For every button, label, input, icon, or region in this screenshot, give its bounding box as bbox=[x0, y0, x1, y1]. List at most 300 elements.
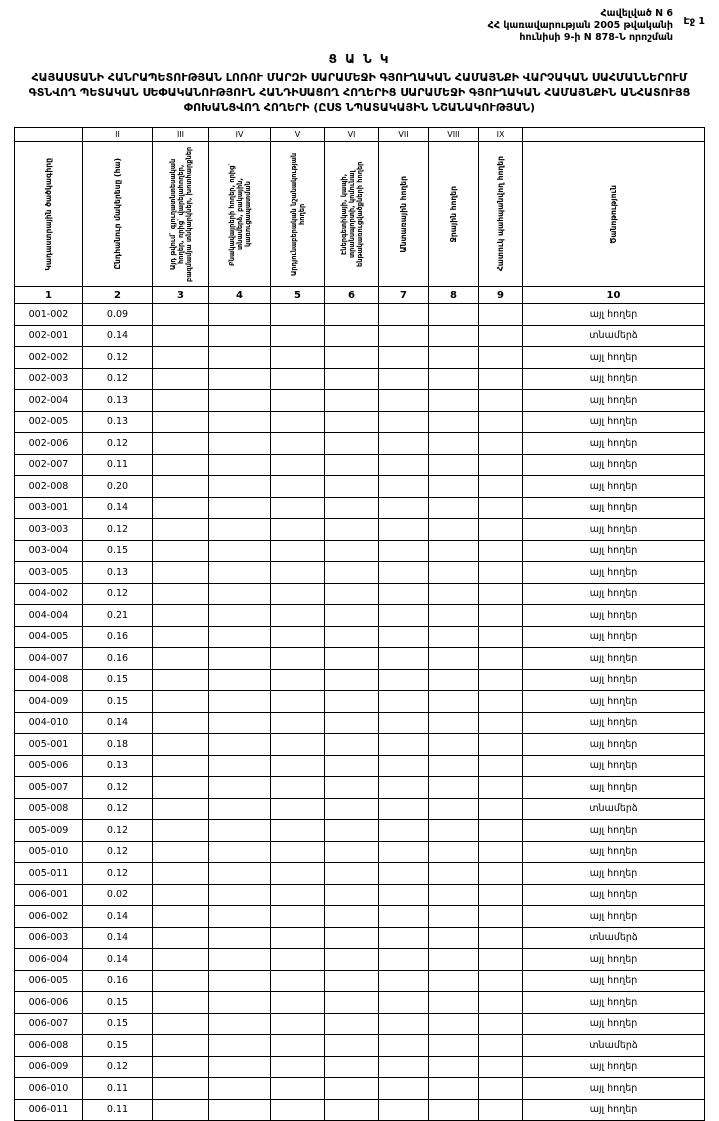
cell-industrial bbox=[271, 519, 325, 541]
cell-forest bbox=[379, 562, 429, 584]
cell-cadastral-code: 003-001 bbox=[15, 497, 83, 519]
cell-agricultural bbox=[153, 841, 209, 863]
cell-protected bbox=[479, 1099, 523, 1121]
cell-total-area: 0.12 bbox=[83, 519, 153, 541]
cell-protected bbox=[479, 712, 523, 734]
header-label-agricultural: Այդ թվում` գյուղատնտեսական հողեր, որից` վարելահողեր, բազմամյա տնկարկներ, խոտհարքներ bbox=[168, 146, 193, 282]
cell-cadastral-code: 002-008 bbox=[15, 476, 83, 498]
cell-energy-transport bbox=[325, 1099, 379, 1121]
cell-protected bbox=[479, 1035, 523, 1057]
cell-protected bbox=[479, 519, 523, 541]
cell-protected bbox=[479, 325, 523, 347]
table-row bbox=[15, 927, 705, 949]
cell-protected bbox=[479, 304, 523, 326]
roman-7: VII bbox=[379, 128, 429, 142]
cell-forest bbox=[379, 347, 429, 369]
cell-total-area: 0.14 bbox=[83, 949, 153, 971]
cell-note: այլ հողեր bbox=[523, 519, 705, 541]
cell-industrial bbox=[271, 411, 325, 433]
cell-protected bbox=[479, 949, 523, 971]
cell-note: այլ հողեր bbox=[523, 626, 705, 648]
cell-settlement bbox=[209, 433, 271, 455]
cell-agricultural bbox=[153, 390, 209, 412]
cell-industrial bbox=[271, 755, 325, 777]
table-row bbox=[15, 1035, 705, 1057]
cell-note: տնամերձ bbox=[523, 325, 705, 347]
cell-cadastral-code: 006-009 bbox=[15, 1056, 83, 1078]
cell-cadastral-code: 006-004 bbox=[15, 949, 83, 971]
cell-water bbox=[429, 411, 479, 433]
cell-note: այլ հողեր bbox=[523, 497, 705, 519]
cell-agricultural bbox=[153, 1013, 209, 1035]
table-row bbox=[15, 347, 705, 369]
cell-agricultural bbox=[153, 583, 209, 605]
cell-total-area: 0.14 bbox=[83, 906, 153, 928]
header-line-3: հունիսի 9-ի N 878-Ն որոշման bbox=[519, 32, 673, 43]
cell-note: այլ հողեր bbox=[523, 691, 705, 713]
header-label-note: Ծանոթություն bbox=[609, 184, 618, 244]
cell-industrial bbox=[271, 540, 325, 562]
header-label-protected: Հատուկ պահպանվող հողեր bbox=[496, 156, 505, 272]
cell-note: տնամերձ bbox=[523, 798, 705, 820]
header-label-industrial: Արդյունաբերական նշանակության հողեր bbox=[289, 152, 306, 276]
header-line-2: ՀՀ կառավարության 2005 թվականի bbox=[487, 20, 673, 31]
cell-cadastral-code: 003-004 bbox=[15, 540, 83, 562]
cell-energy-transport bbox=[325, 755, 379, 777]
cell-water bbox=[429, 992, 479, 1014]
cell-cadastral-code: 002-005 bbox=[15, 411, 83, 433]
header-cell-cadastral-code bbox=[15, 142, 83, 287]
cell-total-area: 0.14 bbox=[83, 927, 153, 949]
cell-agricultural bbox=[153, 626, 209, 648]
page-title: ՀԱՅԱՍՏԱՆԻ ՀԱՆՐԱՊԵՏՈՒԹՅԱՆ ԼՈՌՈՒ ՄԱՐԶԻ ՍԱՐԱՄԵՋԻ ԳՅՈՒՂԱԿԱՆ ՀԱՄԱՅՆՔԻ ՎԱՐՉԱԿԱՆ ՍԱՀՄԱՆՆԵՐՈՒՄ ԳՏՆՎՈՂ ՊԵՏԱԿԱՆ ՍԵՓԱԿԱՆՈՒԹՅՈՒՆ ՀԱՆԴԻՍԱՑՈՂ ՀՈՂԵՐԻՑ ՍԱՐԱՄԵՋԻ ԳՅՈՒՂԱԿԱՆ ՀԱՄԱՅՆՔԻՆ ԱՆՀԱՏՈՒՅՑ ՓՈԽԱՆՑՎՈՂ ՀՈՂԵՐԻ (ԸՍՏ ՆՊԱՏԱԿԱՅԻՆ ՆՇԱՆԱԿՈՒԹՅԱՆ) bbox=[28, 71, 691, 114]
table-row bbox=[15, 755, 705, 777]
cell-settlement bbox=[209, 820, 271, 842]
colnum-2: 2 bbox=[83, 287, 153, 304]
cell-forest bbox=[379, 798, 429, 820]
cell-total-area: 0.16 bbox=[83, 648, 153, 670]
cell-total-area: 0.14 bbox=[83, 497, 153, 519]
cell-total-area: 0.13 bbox=[83, 390, 153, 412]
cell-total-area: 0.15 bbox=[83, 669, 153, 691]
cell-note: այլ հողեր bbox=[523, 970, 705, 992]
cell-forest bbox=[379, 1099, 429, 1121]
colnum-5: 5 bbox=[271, 287, 325, 304]
roman-6: VI bbox=[325, 128, 379, 142]
cell-industrial bbox=[271, 906, 325, 928]
cell-total-area: 0.15 bbox=[83, 992, 153, 1014]
header-cell-industrial bbox=[271, 142, 325, 287]
table-row bbox=[15, 626, 705, 648]
cell-forest bbox=[379, 390, 429, 412]
cell-industrial bbox=[271, 368, 325, 390]
cell-energy-transport bbox=[325, 884, 379, 906]
cell-settlement bbox=[209, 841, 271, 863]
cell-energy-transport bbox=[325, 712, 379, 734]
cell-agricultural bbox=[153, 712, 209, 734]
table-row bbox=[15, 841, 705, 863]
cell-settlement bbox=[209, 519, 271, 541]
cell-cadastral-code: 004-009 bbox=[15, 691, 83, 713]
cell-note: այլ հողեր bbox=[523, 734, 705, 756]
cell-total-area: 0.12 bbox=[83, 368, 153, 390]
cell-protected bbox=[479, 777, 523, 799]
cell-forest bbox=[379, 454, 429, 476]
cell-energy-transport bbox=[325, 519, 379, 541]
cell-cadastral-code: 005-006 bbox=[15, 755, 83, 777]
cell-agricultural bbox=[153, 863, 209, 885]
cell-settlement bbox=[209, 691, 271, 713]
cell-energy-transport bbox=[325, 777, 379, 799]
cell-forest bbox=[379, 476, 429, 498]
cell-energy-transport bbox=[325, 734, 379, 756]
cell-energy-transport bbox=[325, 927, 379, 949]
table-row bbox=[15, 992, 705, 1014]
cell-total-area: 0.12 bbox=[83, 347, 153, 369]
cell-protected bbox=[479, 755, 523, 777]
table-row bbox=[15, 949, 705, 971]
cell-forest bbox=[379, 411, 429, 433]
cell-settlement bbox=[209, 411, 271, 433]
cell-water bbox=[429, 390, 479, 412]
table-row bbox=[15, 583, 705, 605]
cell-forest bbox=[379, 906, 429, 928]
cell-agricultural bbox=[153, 497, 209, 519]
header-cell-protected bbox=[479, 142, 523, 287]
cell-water bbox=[429, 347, 479, 369]
cell-water bbox=[429, 540, 479, 562]
cell-note: այլ հողեր bbox=[523, 433, 705, 455]
cell-water bbox=[429, 863, 479, 885]
cell-energy-transport bbox=[325, 970, 379, 992]
cell-agricultural bbox=[153, 820, 209, 842]
cell-agricultural bbox=[153, 927, 209, 949]
cell-total-area: 0.21 bbox=[83, 605, 153, 627]
cell-energy-transport bbox=[325, 1013, 379, 1035]
cell-industrial bbox=[271, 454, 325, 476]
cell-forest bbox=[379, 755, 429, 777]
roman-10 bbox=[523, 128, 705, 142]
cell-energy-transport bbox=[325, 669, 379, 691]
cell-water bbox=[429, 304, 479, 326]
cell-water bbox=[429, 648, 479, 670]
cell-industrial bbox=[271, 1035, 325, 1057]
cell-note: այլ հողեր bbox=[523, 648, 705, 670]
cell-industrial bbox=[271, 476, 325, 498]
cell-agricultural bbox=[153, 476, 209, 498]
cell-water bbox=[429, 820, 479, 842]
cell-water bbox=[429, 1035, 479, 1057]
cell-energy-transport bbox=[325, 841, 379, 863]
header-cell-forest bbox=[379, 142, 429, 287]
cell-forest bbox=[379, 540, 429, 562]
cell-water bbox=[429, 476, 479, 498]
cell-total-area: 0.14 bbox=[83, 712, 153, 734]
cell-water bbox=[429, 841, 479, 863]
cell-forest bbox=[379, 691, 429, 713]
cell-cadastral-code: 004-010 bbox=[15, 712, 83, 734]
cell-total-area: 0.15 bbox=[83, 540, 153, 562]
cell-energy-transport bbox=[325, 648, 379, 670]
cell-settlement bbox=[209, 497, 271, 519]
roman-4: IV bbox=[209, 128, 271, 142]
cell-forest bbox=[379, 970, 429, 992]
cell-water bbox=[429, 433, 479, 455]
cell-total-area: 0.15 bbox=[83, 1035, 153, 1057]
cell-note: այլ հողեր bbox=[523, 1013, 705, 1035]
cell-cadastral-code: 005-010 bbox=[15, 841, 83, 863]
cell-note: այլ հողեր bbox=[523, 820, 705, 842]
cell-industrial bbox=[271, 970, 325, 992]
cell-cadastral-code: 002-006 bbox=[15, 433, 83, 455]
cell-industrial bbox=[271, 433, 325, 455]
cell-forest bbox=[379, 927, 429, 949]
cell-industrial bbox=[271, 1013, 325, 1035]
cell-forest bbox=[379, 605, 429, 627]
header-line-1: Հավելված N 6 bbox=[600, 8, 673, 19]
roman-1 bbox=[15, 128, 83, 142]
cell-industrial bbox=[271, 884, 325, 906]
cell-forest bbox=[379, 497, 429, 519]
table-row bbox=[15, 1013, 705, 1035]
cell-total-area: 0.11 bbox=[83, 454, 153, 476]
cell-industrial bbox=[271, 605, 325, 627]
cell-water bbox=[429, 798, 479, 820]
cell-energy-transport bbox=[325, 476, 379, 498]
table-row bbox=[15, 1099, 705, 1121]
cell-industrial bbox=[271, 648, 325, 670]
cell-energy-transport bbox=[325, 325, 379, 347]
cell-agricultural bbox=[153, 669, 209, 691]
cell-industrial bbox=[271, 1099, 325, 1121]
header-cell-total-area bbox=[83, 142, 153, 287]
table-row bbox=[15, 325, 705, 347]
table-row bbox=[15, 454, 705, 476]
table-row bbox=[15, 433, 705, 455]
cell-settlement bbox=[209, 1099, 271, 1121]
cell-agricultural bbox=[153, 884, 209, 906]
header-cell-agricultural bbox=[153, 142, 209, 287]
cell-water bbox=[429, 970, 479, 992]
cell-cadastral-code: 006-007 bbox=[15, 1013, 83, 1035]
annex-word: Ց Ա Ն Կ bbox=[328, 52, 391, 66]
cell-protected bbox=[479, 906, 523, 928]
cell-note: այլ հողեր bbox=[523, 347, 705, 369]
cell-note: այլ հողեր bbox=[523, 777, 705, 799]
cell-agricultural bbox=[153, 648, 209, 670]
cell-energy-transport bbox=[325, 390, 379, 412]
cell-cadastral-code: 002-003 bbox=[15, 368, 83, 390]
cell-protected bbox=[479, 390, 523, 412]
cell-forest bbox=[379, 1013, 429, 1035]
cell-industrial bbox=[271, 927, 325, 949]
header-label-energy-transport: Էներգետիկայի, կապի, տրանսպորտի, կոմունալ ենթակառուցվածքների հողեր bbox=[339, 161, 364, 267]
cell-cadastral-code: 005-009 bbox=[15, 820, 83, 842]
colnum-3: 3 bbox=[153, 287, 209, 304]
table-row bbox=[15, 411, 705, 433]
cell-water bbox=[429, 777, 479, 799]
table-row bbox=[15, 884, 705, 906]
cell-protected bbox=[479, 841, 523, 863]
cell-industrial bbox=[271, 949, 325, 971]
colnum-6: 6 bbox=[325, 287, 379, 304]
cell-cadastral-code: 004-002 bbox=[15, 583, 83, 605]
cell-settlement bbox=[209, 884, 271, 906]
cell-industrial bbox=[271, 497, 325, 519]
cell-energy-transport bbox=[325, 992, 379, 1014]
table-row bbox=[15, 863, 705, 885]
cell-note: այլ հողեր bbox=[523, 906, 705, 928]
table-row bbox=[15, 712, 705, 734]
cell-total-area: 0.11 bbox=[83, 1099, 153, 1121]
colnum-8: 8 bbox=[429, 287, 479, 304]
cell-energy-transport bbox=[325, 906, 379, 928]
cell-water bbox=[429, 519, 479, 541]
cell-water bbox=[429, 583, 479, 605]
cell-water bbox=[429, 1056, 479, 1078]
cell-cadastral-code: 002-007 bbox=[15, 454, 83, 476]
cell-settlement bbox=[209, 970, 271, 992]
cell-settlement bbox=[209, 1078, 271, 1100]
cell-total-area: 0.13 bbox=[83, 562, 153, 584]
cell-agricultural bbox=[153, 605, 209, 627]
cell-forest bbox=[379, 820, 429, 842]
header-cell-note bbox=[523, 142, 705, 287]
cell-settlement bbox=[209, 712, 271, 734]
cell-cadastral-code: 002-001 bbox=[15, 325, 83, 347]
cell-forest bbox=[379, 648, 429, 670]
cell-cadastral-code: 003-005 bbox=[15, 562, 83, 584]
cell-industrial bbox=[271, 863, 325, 885]
cell-energy-transport bbox=[325, 368, 379, 390]
document-page bbox=[0, 8, 719, 1116]
cell-protected bbox=[479, 691, 523, 713]
cell-forest bbox=[379, 669, 429, 691]
table-row bbox=[15, 669, 705, 691]
roman-8: VIII bbox=[429, 128, 479, 142]
cell-agricultural bbox=[153, 970, 209, 992]
cell-agricultural bbox=[153, 755, 209, 777]
cell-protected bbox=[479, 1078, 523, 1100]
cell-industrial bbox=[271, 304, 325, 326]
cell-total-area: 0.09 bbox=[83, 304, 153, 326]
cell-agricultural bbox=[153, 1056, 209, 1078]
cell-note: այլ հողեր bbox=[523, 712, 705, 734]
cell-agricultural bbox=[153, 540, 209, 562]
cell-cadastral-code: 006-008 bbox=[15, 1035, 83, 1057]
table-row bbox=[15, 798, 705, 820]
cell-cadastral-code: 006-005 bbox=[15, 970, 83, 992]
cell-total-area: 0.02 bbox=[83, 884, 153, 906]
cell-water bbox=[429, 368, 479, 390]
cell-industrial bbox=[271, 992, 325, 1014]
cell-water bbox=[429, 1078, 479, 1100]
header-label-forest: Անտառային հողեր bbox=[399, 175, 408, 253]
cell-total-area: 0.15 bbox=[83, 691, 153, 713]
cell-water bbox=[429, 949, 479, 971]
cell-agricultural bbox=[153, 691, 209, 713]
cell-total-area: 0.16 bbox=[83, 970, 153, 992]
cell-water bbox=[429, 605, 479, 627]
cell-total-area: 0.12 bbox=[83, 583, 153, 605]
cell-cadastral-code: 002-004 bbox=[15, 390, 83, 412]
roman-5: V bbox=[271, 128, 325, 142]
cell-protected bbox=[479, 927, 523, 949]
cell-note: այլ հողեր bbox=[523, 454, 705, 476]
cell-settlement bbox=[209, 648, 271, 670]
cell-note: այլ հողեր bbox=[523, 540, 705, 562]
cell-forest bbox=[379, 712, 429, 734]
cell-total-area: 0.12 bbox=[83, 433, 153, 455]
table-row bbox=[15, 519, 705, 541]
cell-energy-transport bbox=[325, 605, 379, 627]
cell-protected bbox=[479, 562, 523, 584]
cell-note: այլ հողեր bbox=[523, 1099, 705, 1121]
cell-note: այլ հողեր bbox=[523, 755, 705, 777]
cell-cadastral-code: 006-010 bbox=[15, 1078, 83, 1100]
table-row bbox=[15, 734, 705, 756]
cell-protected bbox=[479, 798, 523, 820]
cell-settlement bbox=[209, 325, 271, 347]
table-row bbox=[15, 368, 705, 390]
cell-note: այլ հողեր bbox=[523, 476, 705, 498]
cell-industrial bbox=[271, 390, 325, 412]
cell-note: այլ հողեր bbox=[523, 605, 705, 627]
cell-industrial bbox=[271, 583, 325, 605]
cell-agricultural bbox=[153, 304, 209, 326]
table-row bbox=[15, 497, 705, 519]
cell-agricultural bbox=[153, 433, 209, 455]
cell-protected bbox=[479, 605, 523, 627]
header-cell-energy-transport bbox=[325, 142, 379, 287]
header-label-cadastral-code: Կադաստրային ծածկագիրը bbox=[44, 157, 53, 271]
cell-settlement bbox=[209, 368, 271, 390]
cell-protected bbox=[479, 626, 523, 648]
cell-total-area: 0.13 bbox=[83, 755, 153, 777]
cell-agricultural bbox=[153, 325, 209, 347]
cell-note: այլ հողեր bbox=[523, 368, 705, 390]
table-row bbox=[15, 1056, 705, 1078]
cell-energy-transport bbox=[325, 820, 379, 842]
cell-protected bbox=[479, 433, 523, 455]
cell-energy-transport bbox=[325, 949, 379, 971]
cell-agricultural bbox=[153, 368, 209, 390]
cell-industrial bbox=[271, 798, 325, 820]
cell-protected bbox=[479, 540, 523, 562]
cell-industrial bbox=[271, 562, 325, 584]
cell-agricultural bbox=[153, 562, 209, 584]
cell-forest bbox=[379, 884, 429, 906]
cell-energy-transport bbox=[325, 304, 379, 326]
cell-industrial bbox=[271, 820, 325, 842]
cell-water bbox=[429, 734, 479, 756]
cell-note: այլ հողեր bbox=[523, 884, 705, 906]
header-label-settlement: Բնակավայրերի հողեր, որից` տնամերձ, բակային, կառուցապատման bbox=[227, 162, 252, 266]
cell-total-area: 0.18 bbox=[83, 734, 153, 756]
table-row bbox=[15, 691, 705, 713]
cell-note: այլ հողեր bbox=[523, 841, 705, 863]
roman-3: III bbox=[153, 128, 209, 142]
cell-energy-transport bbox=[325, 691, 379, 713]
cell-forest bbox=[379, 583, 429, 605]
cell-water bbox=[429, 669, 479, 691]
cell-note: այլ հողեր bbox=[523, 1078, 705, 1100]
table-row bbox=[15, 605, 705, 627]
cell-protected bbox=[479, 734, 523, 756]
header-cell-water bbox=[429, 142, 479, 287]
cell-note: այլ հողեր bbox=[523, 304, 705, 326]
cell-note: այլ հողեր bbox=[523, 562, 705, 584]
